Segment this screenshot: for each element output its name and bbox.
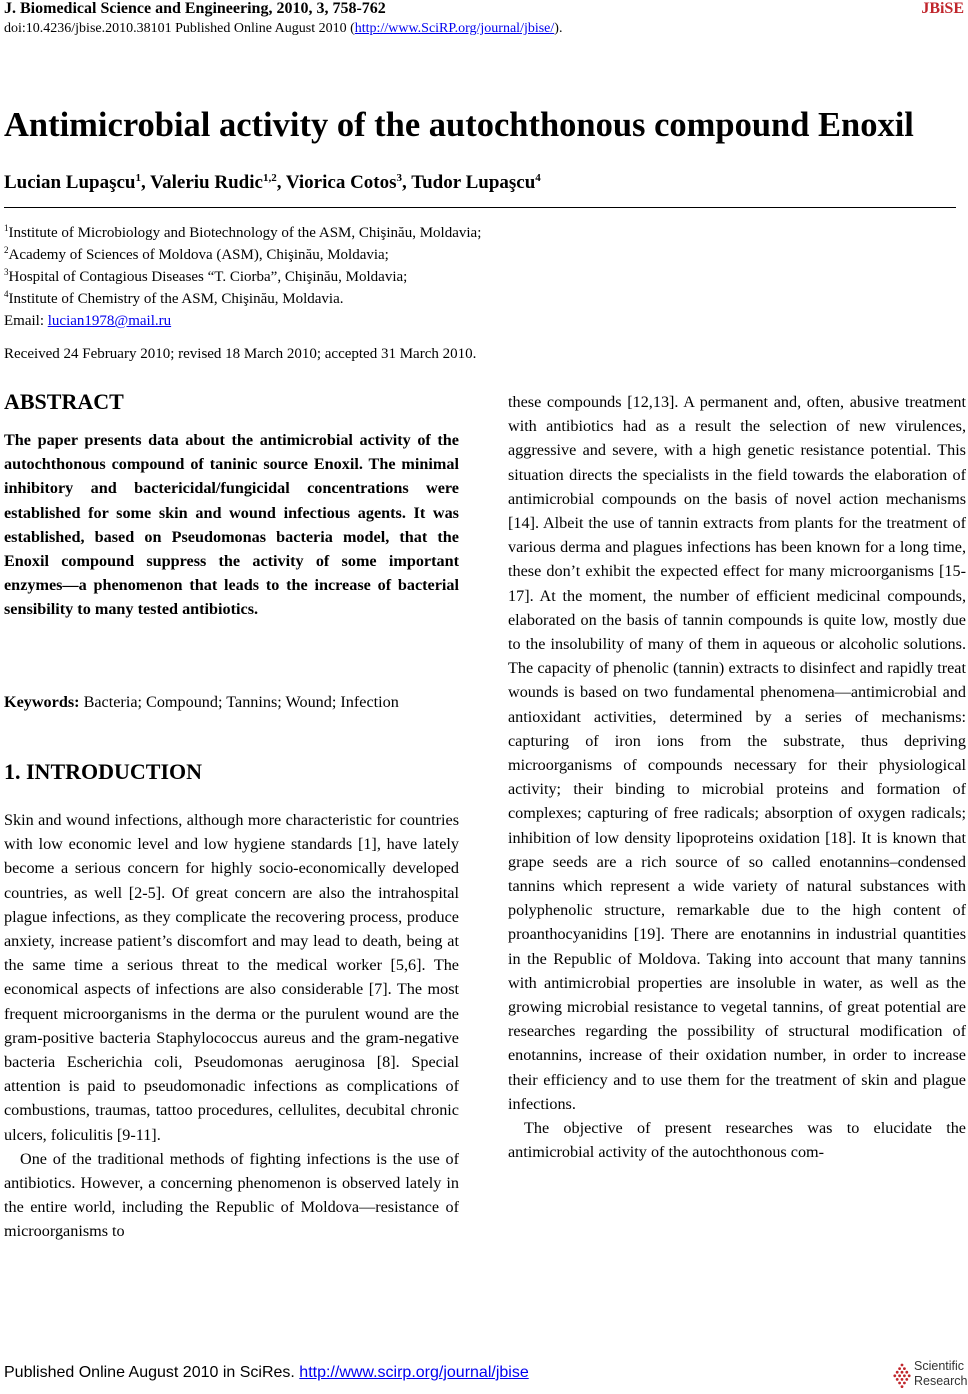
author-affiliation-mark: 4 bbox=[535, 172, 541, 184]
author-list bbox=[4, 172, 541, 194]
footer-text: Published Online August 2010 in SciRes. bbox=[4, 1364, 300, 1381]
logo-line-1: Scientific bbox=[914, 1359, 965, 1373]
affiliation-mark: 4 bbox=[4, 289, 9, 299]
author-affiliation-mark: 1 bbox=[135, 172, 141, 184]
paragraph: these compounds [12,13]. A permanent and, often, abusive treatment with antibiotics had as a result the selection of new virulences, aggressive and severe, with a high genetic resistance potential. This situation directs the specialists in the field towards the elaboration of antimicrobial compounds on the basis of novel action mechanisms [14]. Albeit the use of tannin extracts from plants for the treatment of various derma and plagues infections has been known for a long time, these don’t exhibit the expected effect for many microorganisms [15-17]. At the moment, the number of efficient medicinal compounds, elaborated on the basis of tannin compounds is quite low, mostly due to the insolubility of many of them in aqueous or alcoholic solutions. The capacity of phenolic (tannin) extracts to disinfect and rapidly treat wounds is based on two fundamental phenomena—antimicrobial and antioxidant activities, determined by a series of mechanisms: capturing of iron ions from the substrate, thus depriving microorganisms of compounds necessary for their physiological activity; their binding to microbial proteins and formation of complexes; capturing of free radicals; absorption of oxygen radicals; inhibition of low density lipoproteins oxidation [18]. It is known that grape seeds are a rich source of so called enotannins–condensed tannins which represent a wide variety of natural substances with polyphenolic structure, remarkable due to the high content of proanthocyanidins [19]. There are enotannins in industrial quantities in the Republic of Moldova. Taking into account that many tannins with antimicrobial properties are insoluble in water, as well as the growing microbial resistance to vegetal tannins, of great potential are researches regarding the possibility of structural modification of enotannins, increase of their oxidation number, in order to increase their efficiency and to use them for the treatment of skin and plague infections. bbox=[508, 393, 966, 1113]
doi-suffix: ). bbox=[554, 21, 563, 36]
logo-dot bbox=[901, 1385, 904, 1388]
affiliation-text: Academy of Sciences of Moldova (ASM), Chişinău, Moldavia; bbox=[8, 247, 389, 263]
affiliation-item bbox=[4, 222, 481, 244]
logo-dot bbox=[903, 1382, 906, 1385]
affiliation-mark: 3 bbox=[4, 267, 9, 277]
author-name: Lucian Lupaşcu bbox=[4, 172, 136, 193]
author-affiliation-mark: 1,2 bbox=[262, 172, 277, 184]
affiliation-item bbox=[4, 288, 481, 310]
author-name: Viorica Cotos bbox=[285, 172, 397, 193]
paragraph: Skin and wound infections, although more characteristic for countries with low economic level and low hygiene standards [1], have lately become a serious concern for highly socio-economically developed countries, as well [2-5]. Of great concern are also the intrahospital plague infections, as they complicate the recovering process, produce anxiety, increase patient’s discomfort and may lead to death, being at the same time a serious threat to the medical worker [5,6]. The economical aspects of infections are also considerable [7]. The most frequent microorganisms in the derma or the purulent wound are the gram-positive bacteria Staphylococcus aureus and the gram-negative bacteria Escherichia coli, Pseudomonas aeruginosa [8]. Special attention is paid to pseudomonadic infections as complications of combustions, traumas, tattoo procedures, cellulites, decubital chronic ulcers, foliculitis [9-11]. bbox=[4, 811, 459, 1144]
logo-dot bbox=[908, 1374, 911, 1377]
logo-wordmark bbox=[914, 1359, 968, 1389]
logo-dot bbox=[903, 1374, 906, 1377]
page-footer bbox=[4, 1364, 529, 1382]
title-divider bbox=[4, 207, 956, 208]
email-label: Email: bbox=[4, 313, 48, 329]
affiliation-text: Institute of Microbiology and Biotechnology of the ASM, Chişinău, Moldavia; bbox=[8, 225, 482, 241]
logo-dot bbox=[905, 1371, 908, 1374]
logo-dot bbox=[896, 1378, 899, 1381]
author-name: Tudor Lupaşcu bbox=[411, 172, 536, 193]
affiliation-mark: 1 bbox=[4, 223, 9, 233]
journal-abbreviation: JBiSE bbox=[921, 0, 964, 17]
author-name: Valeriu Rudic bbox=[150, 172, 263, 193]
logo-dot bbox=[901, 1364, 904, 1367]
introduction-left-column bbox=[4, 808, 459, 1244]
affiliation-text: Institute of Chemistry of the ASM, Chişinău, Moldavia. bbox=[8, 291, 344, 307]
paragraph: One of the traditional methods of fighting infections is the use of antibiotics. However, a concerning phenomenon is observed lately in the entire world, including the Republic of Moldova—resistance of microorganisms to bbox=[4, 1149, 459, 1241]
paragraph: The objective of present researches was to elucidate the antimicrobial activity of the autochthonous com- bbox=[508, 1119, 966, 1162]
paper-title: Antimicrobial activity of the autochthonous compound Enoxil bbox=[4, 106, 914, 144]
logo-dot bbox=[901, 1371, 904, 1374]
scientific-research-logo bbox=[892, 1359, 968, 1393]
logo-dot bbox=[901, 1378, 904, 1381]
logo-dot bbox=[898, 1367, 901, 1370]
section-heading-introduction: 1. INTRODUCTION bbox=[4, 759, 203, 784]
doi-line bbox=[4, 21, 562, 37]
author-separator: , bbox=[140, 172, 151, 193]
logo-dot bbox=[905, 1378, 908, 1381]
received-dates: Received 24 February 2010; revised 18 March 2010; accepted 31 March 2010. bbox=[4, 346, 477, 362]
affiliation-mark: 2 bbox=[4, 245, 9, 255]
author-affiliation-mark: 3 bbox=[396, 172, 403, 184]
affiliation-item bbox=[4, 244, 481, 266]
keywords bbox=[4, 690, 459, 714]
keywords-text: Bacteria; Compound; Tannins; Wound; Infection bbox=[79, 693, 399, 711]
footer-journal-link[interactable]: http://www.scirp.org/journal/jbise bbox=[299, 1364, 529, 1381]
logo-line-2: Research bbox=[914, 1374, 968, 1388]
journal-url-link[interactable]: http://www.SciRP.org/journal/jbise/ bbox=[354, 21, 555, 36]
logo-dot bbox=[898, 1382, 901, 1385]
logo-dot bbox=[903, 1367, 906, 1370]
email-link[interactable]: lucian1978@mail.ru bbox=[47, 313, 172, 329]
journal-citation: J. Biomedical Science and Engineering, 2010, 3, 758-762 bbox=[4, 0, 386, 17]
abstract-text: The paper presents data about the antimicrobial activity of the autochthonous compound of taninic source Enoxil. The minimal inhibitory and bactericidal/fungicidal concentrations were established for some skin and wound infectious agents. It was established, based on Pseudomonas bacteria model, that the Enoxil compound suppress the activity of some important enzymes—a phenomenon that leads to the increase of bacterial sensibility to many tested antibiotics. bbox=[4, 431, 459, 619]
doi-prefix: doi:10.4236/jbise.2010.38101 Published Online August 2010 ( bbox=[4, 21, 355, 36]
logo-dot bbox=[893, 1374, 896, 1377]
email-line bbox=[4, 310, 481, 332]
author-separator: , bbox=[402, 172, 412, 193]
affiliations bbox=[4, 222, 481, 332]
logo-dot bbox=[898, 1374, 901, 1377]
logo-dot bbox=[896, 1371, 899, 1374]
affiliation-text: Hospital of Contagious Diseases “T. Ciorba”, Chişinău, Moldavia; bbox=[8, 269, 408, 285]
abstract-heading: ABSTRACT bbox=[4, 389, 124, 414]
affiliation-item bbox=[4, 266, 481, 288]
author-separator: , bbox=[276, 172, 286, 193]
introduction-right-column bbox=[508, 390, 966, 1165]
keywords-label: Keywords: bbox=[4, 693, 80, 711]
publisher-logo-icon bbox=[892, 1363, 912, 1389]
